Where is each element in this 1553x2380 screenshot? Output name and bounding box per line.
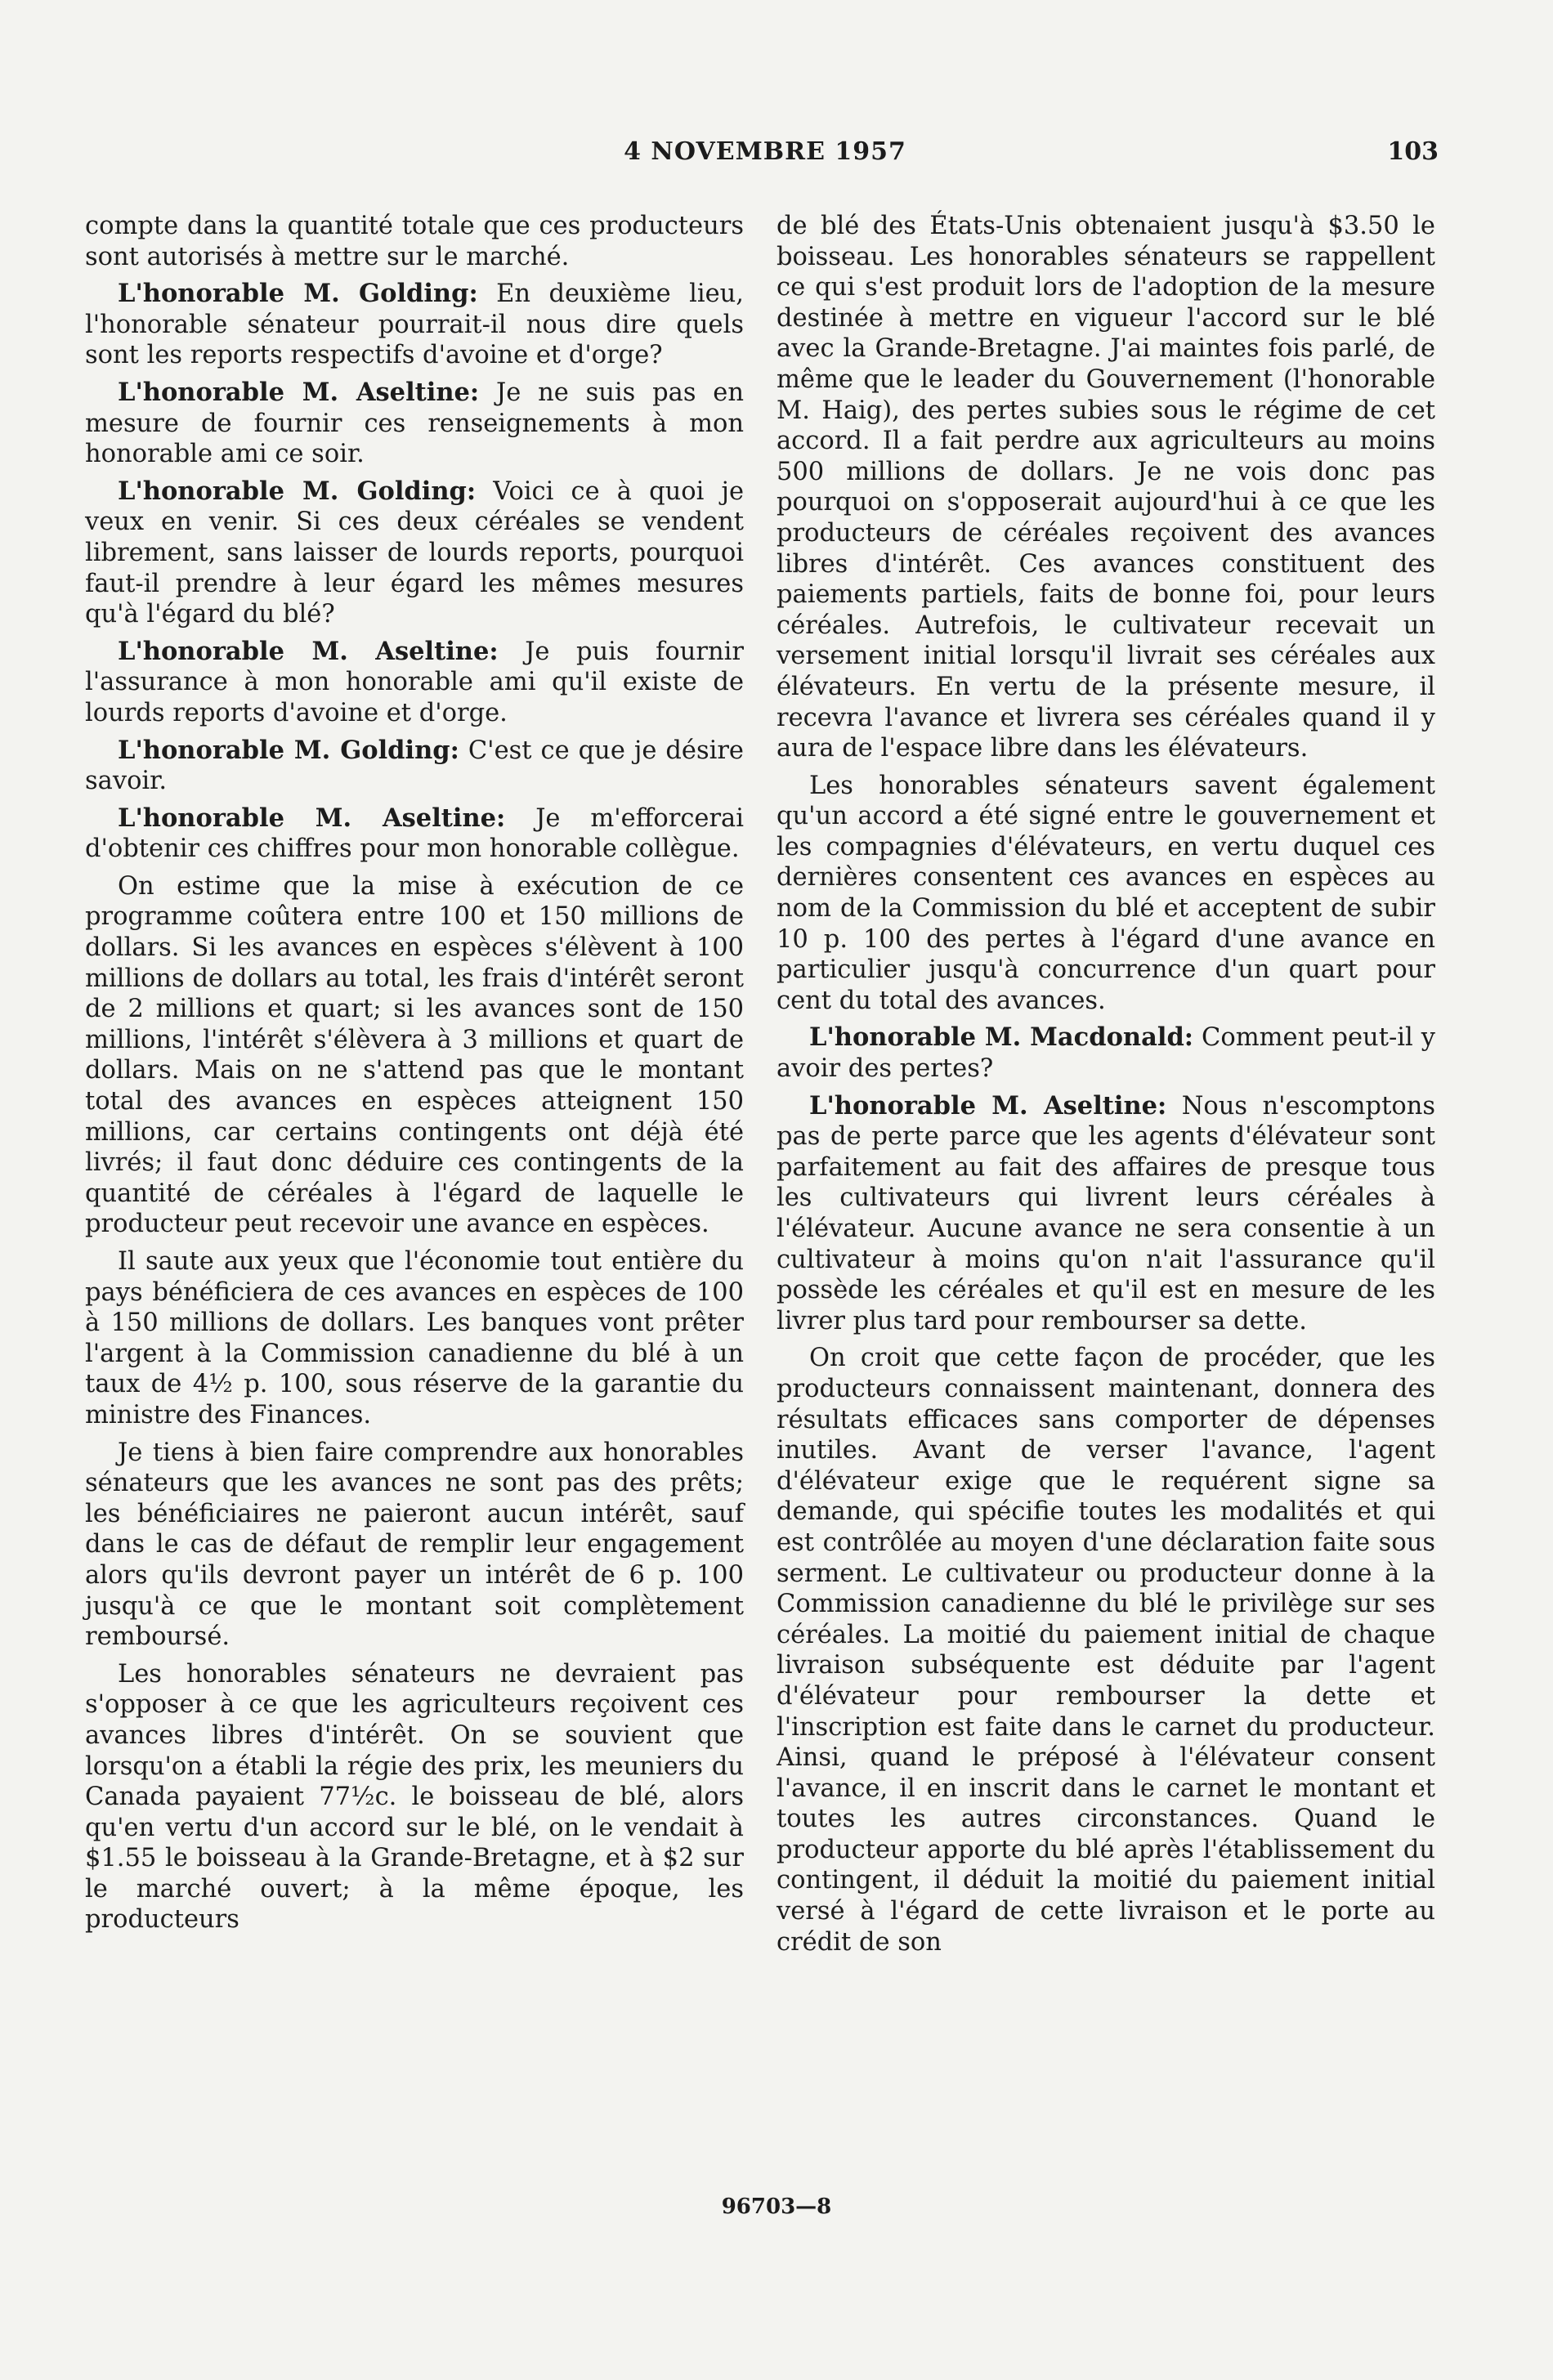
speech-paragraph [85, 736, 744, 797]
speaker-name: L'honorable M. Aseltine: [118, 377, 480, 407]
footer-code: 96703—8 [721, 2194, 832, 2219]
left-column [85, 211, 744, 2172]
speaker-name: L'honorable M. Golding: [118, 476, 477, 506]
paragraph: Je tiens à bien faire comprendre aux honorables sénateurs que les avances ne sont pas des prêts; les bénéficiaires ne paieront aucun intérêt, sauf dans le cas de défaut de remplir leur engagement alors qu'ils devront payer un intérêt de 6 p. 100 jusqu'à ce que le montant soit complètement remboursé. [85, 1438, 744, 1652]
speech-text: Comment peut-il y avoir des pertes? [776, 1023, 1435, 1084]
speech-text: Je puis fournir l'assurance à mon honorable ami qu'il existe de lourds reports d'avoine et d'orge. [85, 637, 744, 727]
speaker-name: L'honorable M. Golding: [118, 279, 478, 309]
header-date: 4 NOVEMBRE 1957 [624, 137, 906, 166]
speech-paragraph [85, 279, 744, 371]
speaker-name: L'honorable M. Macdonald: [809, 1022, 1194, 1053]
speech-paragraph [85, 803, 744, 865]
speaker-name: L'honorable M. Aseltine: [118, 636, 499, 666]
speech-text: C'est ce que je désire savoir. [85, 736, 744, 796]
paragraph: Les honorables sénateurs ne devraient pas s'opposer à ce que les agriculteurs reçoivent ces avances libres d'intérêt. On se souvient que lorsqu'on a établi la régie des prix, les meuniers du Canada payaient 77½c. le boisseau de blé, alors qu'en vertu d'un accord sur le blé, on le vendait à $1.55 le boisseau à la Grande-Bretagne, et à $2 sur le marché ouvert; à la même époque, les producteurs [85, 1659, 744, 1935]
speech-text: En deuxième lieu, l'honorable sénateur pourrait-il nous dire quels sont les reports respectifs d'avoine et d'orge? [85, 280, 744, 370]
speech-text: Je m'efforcerai d'obtenir ces chiffres pour mon honorable collègue. [85, 803, 744, 864]
speech-paragraph [776, 1022, 1435, 1084]
paragraph-continuation: de blé des États-Unis obtenaient jusqu'à $3.50 le boisseau. Les honorables sénateurs se rappellent ce qui s'est produit lors de l'adoption de la mesure destinée à mettre en vigueur l'accord sur le blé avec la Grande-Bretagne. J'ai maintes fois parlé, de même que le leader du Gouvernement (l'honorable M. Haig), des pertes subies sous le régime de cet accord. Il a fait perdre aux agriculteurs au moins 500 millions de dollars. Je ne vois donc pas pourquoi on s'opposerait aujourd'hui à ce que les producteurs de céréales reçoivent des avances libres d'intérêt. Ces avances constituent des paiements partiels, faits de bonne foi, pour leurs céréales. Autrefois, le cultivateur recevait un versement initial lorsqu'il livrait ses céréales aux élévateurs. En vertu de la présente mesure, il recevra l'avance et livrera ses céréales quand il y aura de l'espace libre dans les élévateurs. [776, 212, 1435, 763]
paragraph-continuation: compte dans la quantité totale que ces producteurs sont autorisés à mettre sur le marché. [85, 212, 744, 271]
page-number: 103 [1387, 137, 1439, 166]
right-column [776, 211, 1435, 2172]
speech-paragraph [85, 476, 744, 630]
speech-text: Nous n'escomptons pas de perte parce que les agents d'élévateur sont parfaitement au fait des affaires de presque tous les cultivateurs qui livrent leurs céréales à l'élévateur. Aucune avance ne sera consentie à un cultivateur à moins qu'on n'ait l'assurance qu'il possède les céréales et qu'il est en mesure de les livrer plus tard pour rembourser sa dette. [776, 1091, 1435, 1335]
speaker-name: L'honorable M. Aseltine: [809, 1090, 1167, 1121]
speaker-name: L'honorable M. Aseltine: [118, 803, 506, 833]
paragraph: On estime que la mise à exécution de ce programme coûtera entre 100 et 150 millions de dollars. Si les avances en espèces s'élèvent à 100 millions de dollars au total, les frais d'intérêt seront de 2 millions et quart; si les avances sont de 150 millions, l'intérêt s'élèvera à 3 millions et quart de dollars. Mais on ne s'attend pas que le montant total des avances en espèces atteignent 150 millions, car certains contingents ont déjà été livrés; il faut donc déduire ces contingents de la quantité de céréales à l'égard de laquelle le producteur peut recevoir une avance en espèces. [85, 871, 744, 1239]
paragraph: On croit que cette façon de procéder, que les producteurs connaissent maintenant, donnera des résultats efficaces sans comporter de dépenses inutiles. Avant de verser l'avance, l'agent d'élévateur exige que le requérent signe sa demande, qui spécifie toutes les modalités et qui est contrôlée au moyen d'une déclaration faite sous serment. Le cultivateur ou producteur donne à la Commission canadienne du blé le privilège sur ses céréales. La moitié du paiement initial de chaque livraison subséquente est déduite par l'agent d'élévateur pour rembourser la dette et l'inscription est faite dans le carnet du producteur. Ainsi, quand le préposé à l'élévateur consent l'avance, il en inscrit dans le carnet le montant et toutes les autres circonstances. Quand le producteur apporte du blé après l'établissement du contingent, il déduit la moitié du paiement initial versé à l'égard de cette livraison et le porte au crédit de son [776, 1344, 1435, 1957]
paragraph: Les honorables sénateurs savent également qu'un accord a été signé entre le gouvernement et les compagnies d'élévateurs, en vertu duquel ces dernières consentent ces avances en espèces au nom de la Commission du blé et acceptent de subir 10 p. 100 des pertes à l'égard d'une avance en particulier jusqu'à concurrence d'un quart pour cent du total des avances. [776, 771, 1435, 1015]
paragraph: Il saute aux yeux que l'économie tout entière du pays bénéficiera de ces avances en espèces de 100 à 150 millions de dollars. Les banques vont prêter l'argent à la Commission canadienne du blé à un taux de 4½ p. 100, sous réserve de la garantie du ministre des Finances. [85, 1247, 744, 1429]
speech-text: Je ne suis pas en mesure de fournir ces renseignements à mon honorable ami ce soir. [85, 378, 744, 469]
speech-paragraph [85, 637, 744, 729]
speech-paragraph [776, 1091, 1435, 1337]
speech-paragraph [85, 378, 744, 470]
speaker-name: L'honorable M. Golding: [118, 735, 459, 765]
speech-text: Voici ce à quoi je veux en venir. Si ces deux céréales se vendent librement, sans laisser de lourds reports, pourquoi faut-il prendre à leur égard les mêmes mesures qu'à l'égard du blé? [85, 476, 744, 629]
page-header [92, 137, 1439, 178]
